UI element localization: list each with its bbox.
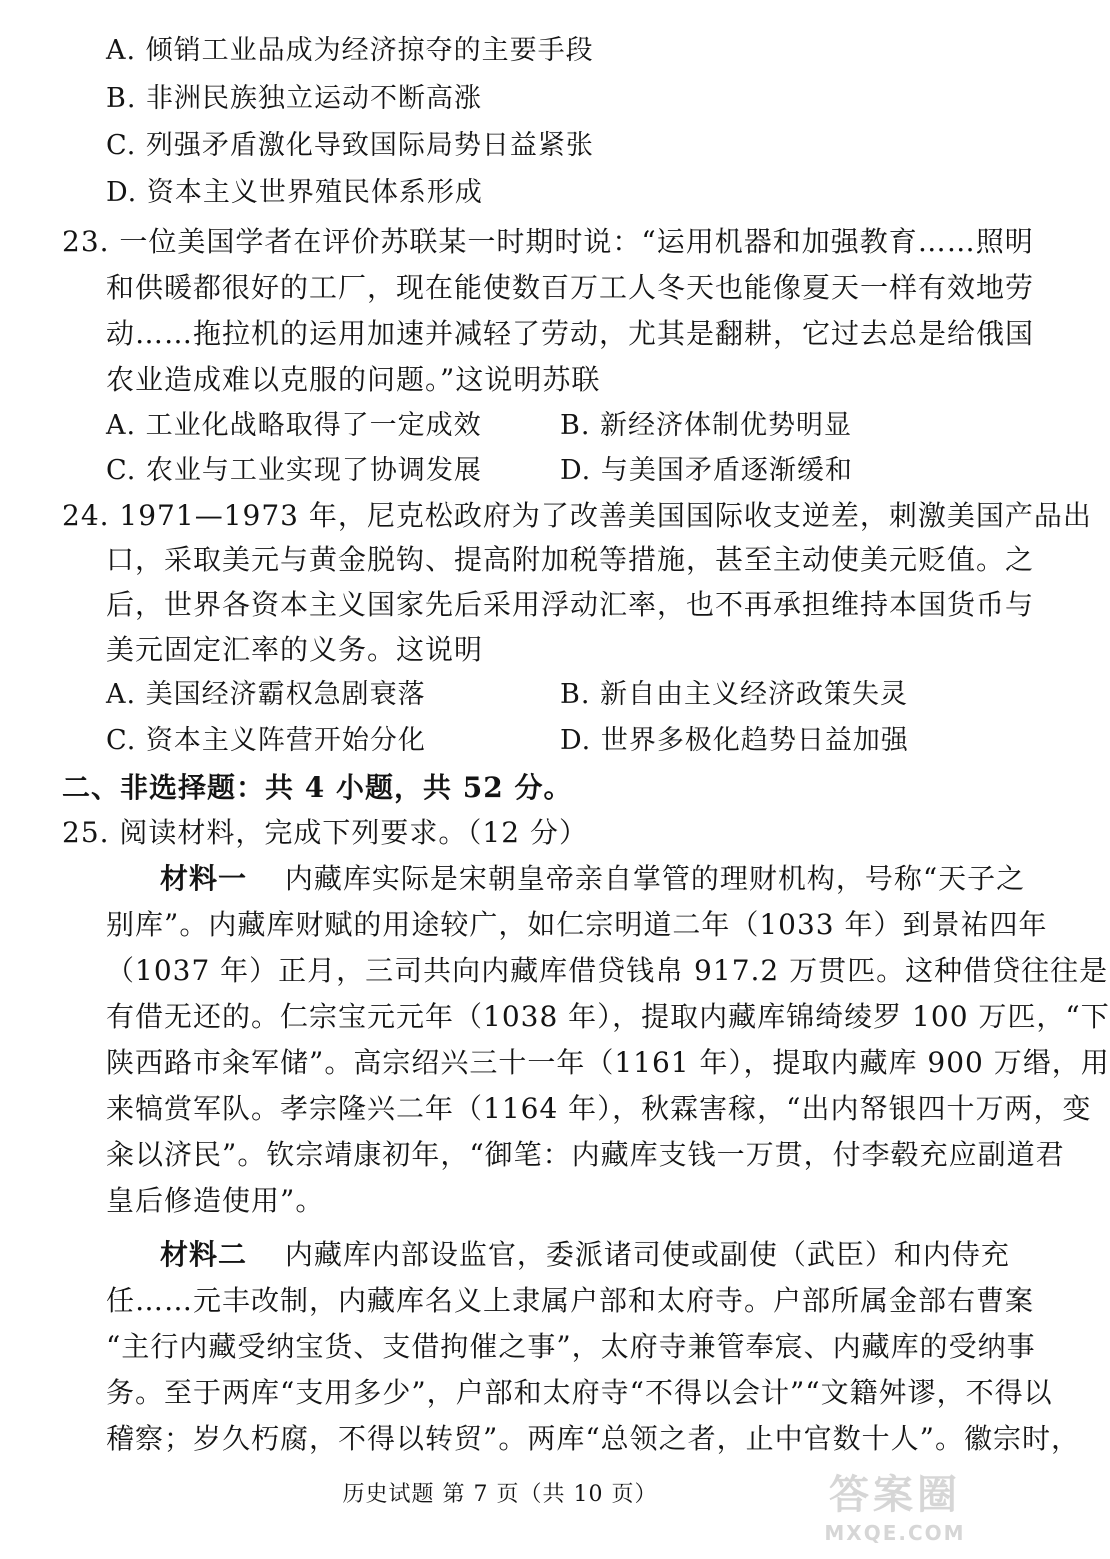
q22-option-d: D. 资本主义世界殖民体系形成	[106, 177, 483, 208]
material-2-line: “主行内藏受纳宝货、支借拘催之事”，太府寺兼管奉宸、内藏库的受纳事	[106, 1330, 1036, 1363]
watermark-logo-text: 答案圈	[829, 1471, 961, 1518]
material-1-line: 别库”。内藏库财赋的用途较广，如仁宗明道二年（1033 年）到景祐四年	[106, 908, 1048, 941]
q24-stem-line-3: 后，世界各资本主义国家先后采用浮动汇率，也不再承担维持本国货币与	[106, 588, 1035, 621]
material-2-line: 任……元丰改制，内藏库名义上隶属户部和太府寺。户部所属金部右曹案	[106, 1284, 1035, 1317]
q24-stem-line-1: 24. 1971—1973 年，尼克松政府为了改善美国国际收支逆差，刺激美国产品出	[62, 499, 1092, 532]
q23-option-b: B. 新经济体制优势明显	[560, 410, 853, 441]
material-1-text-start: 内藏库实际是宋朝皇帝亲自掌管的理财机构，号称“天子之	[284, 862, 1026, 895]
q23-stem-line-2: 和供暖都很好的工厂，现在能使数百万工人冬天也能像夏天一样有效地劳	[106, 271, 1035, 304]
q23-stem-line-1: 23. 一位美国学者在评价苏联某一时期时说：“运用机器和加强教育……照明	[62, 225, 1034, 258]
material-1-line: （1037 年）正月，三司共向内藏库借贷钱帛 917.2 万贯匹。这种借贷往往是	[106, 954, 1109, 987]
material-2-text-start: 内藏库内部设监官，委派诸司使或副使（武臣）和内侍充	[284, 1238, 1010, 1271]
q24-option-c: C. 资本主义阵营开始分化	[106, 725, 426, 756]
q22-option-b: B. 非洲民族独立运动不断高涨	[106, 83, 483, 114]
material-1-line: 籴以济民”。钦宗靖康初年，“御笔：内藏库支钱一万贯，付李毂充应副道君	[106, 1138, 1065, 1171]
material-1-line: 来犒赏军队。孝宗隆兴二年（1164 年），秋霖害稼，“出内帑银四十万两，变	[106, 1092, 1092, 1125]
q24-option-b: B. 新自由主义经济政策失灵	[560, 679, 909, 710]
q22-option-a: A. 倾销工业品成为经济掠夺的主要手段	[106, 35, 594, 66]
page-footer: 历史试题 第 7 页（共 10 页）	[342, 1482, 658, 1507]
q25-stem: 25. 阅读材料，完成下列要求。（12 分）	[62, 816, 588, 849]
q24-option-a: A. 美国经济霸权急剧衰落	[106, 679, 426, 710]
material-1-first-line	[160, 862, 1025, 896]
q22-option-c: C. 列强矛盾激化导致国际局势日益紧张	[106, 130, 594, 161]
material-2-line: 务。至于两库“支用多少”，户部和太府寺“不得以会计”“文籍舛谬，不得以	[106, 1376, 1053, 1409]
q24-option-d: D. 世界多极化趋势日益加强	[560, 725, 909, 756]
material-2-first-line	[160, 1238, 1010, 1272]
q24-stem-line-4: 美元固定汇率的义务。这说明	[106, 633, 484, 666]
q23-stem-line-3: 动……拖拉机的运用加速并减轻了劳动，尤其是翻耕，它过去总是给俄国	[106, 317, 1035, 350]
material-1-line: 皇后修造使用”。	[106, 1184, 325, 1217]
q24-stem-line-2: 口，采取美元与黄金脱钩、提高附加税等措施，甚至主动使美元贬值。之	[106, 543, 1035, 576]
material-2-line: 稽察；岁久朽腐，不得以转贸”。两库“总领之者，止中官数十人”。徽宗时，	[106, 1422, 1080, 1455]
material-1-line: 有借无还的。仁宗宝元元年（1038 年），提取内藏库锦绮绫罗 100 万匹，“下	[106, 1000, 1110, 1033]
material-2-label: 材料二	[160, 1238, 248, 1271]
q23-option-a: A. 工业化战略取得了一定成效	[106, 410, 482, 441]
watermark-url: MXQE.COM	[824, 1521, 966, 1545]
q23-option-c: C. 农业与工业实现了协调发展	[106, 455, 482, 486]
q23-stem-line-4: 农业造成难以克服的问题。”这说明苏联	[106, 363, 601, 396]
section-2-heading: 二、非选择题：共 4 小题，共 52 分。	[62, 771, 573, 804]
material-1-line: 陕西路市籴军储”。高宗绍兴三十一年（1161 年），提取内藏库 900 万缗，用	[106, 1046, 1110, 1079]
watermark-logo	[800, 1470, 990, 1556]
q23-option-d: D. 与美国矛盾逐渐缓和	[560, 455, 853, 486]
material-1-label: 材料一	[160, 862, 248, 895]
